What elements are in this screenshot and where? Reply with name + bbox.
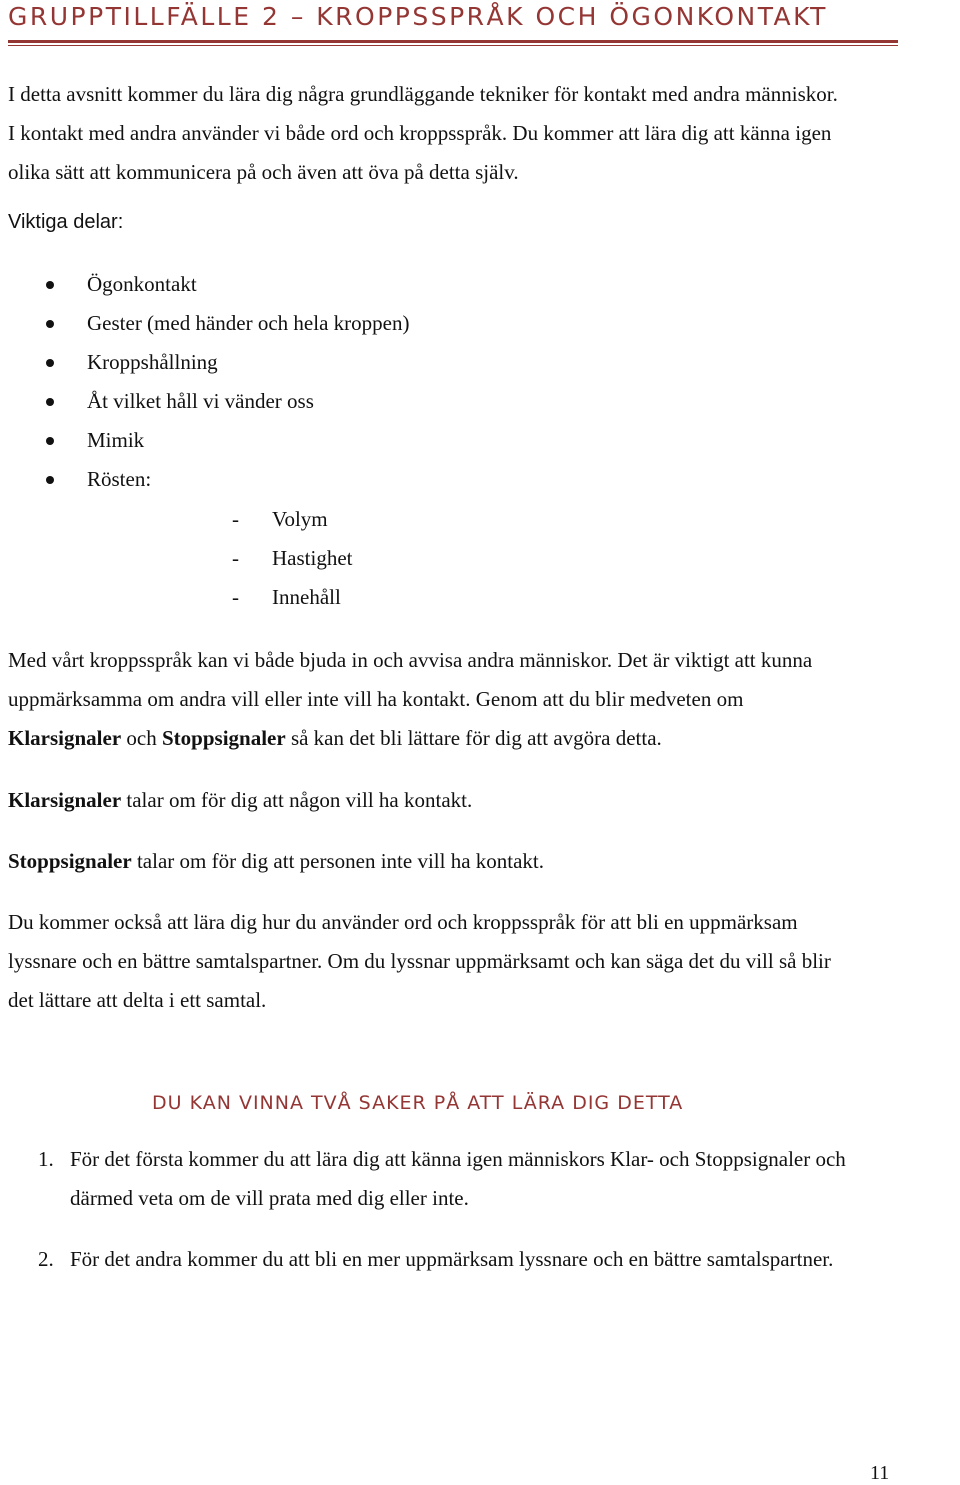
intro-line-1: I detta avsnitt kommer du lära dig några grundläggande tekniker för kontakt med andra människor. <box>8 82 838 106</box>
conjunction: och <box>121 726 162 750</box>
list-number: 1. <box>38 1147 54 1171</box>
list-number: 2. <box>38 1247 54 1271</box>
list-item-line: För det andra kommer du att bli en mer uppmärksam lyssnare och en bättre samtalspartner. <box>70 1247 834 1271</box>
para3-line-2: lyssnare och en bättre samtalspartner. Om du lyssnar uppmärksamt och kan säga det du vill så blir <box>8 949 831 973</box>
heading-rule-thin <box>8 45 898 46</box>
voice-item: Hastighet <box>272 546 353 570</box>
page-number: 11 <box>870 1462 890 1484</box>
dash-marker: - <box>232 507 239 531</box>
klarsignaler-term: Klarsignaler <box>8 726 122 750</box>
para2-line-3-rest: så kan det bli lättare för dig att avgöra detta. <box>285 726 662 750</box>
bullet-dot <box>46 359 54 367</box>
list-item-line: därmed veta om de vill prata med dig eller inte. <box>70 1186 469 1210</box>
stopp-definition <box>8 847 544 875</box>
list-item-line: För det första kommer du att lära dig att känna igen människors Klar- och Stoppsignaler och <box>70 1147 846 1171</box>
important-label: Viktiga delar: <box>8 211 124 233</box>
para2-line-2: uppmärksamma om andra vill eller inte vill ha kontakt. Genom att du blir medveten om <box>8 687 744 711</box>
dash-marker: - <box>232 546 239 570</box>
voice-item: Innehåll <box>272 585 341 609</box>
bullet-dot <box>46 281 54 289</box>
page-heading: GRUPPTILLFÄLLE 2 – KROPPSSPRÅK OCH ÖGONKONTAKT <box>8 2 828 31</box>
intro-line-3: olika sätt att kommunicera på och även att öva på detta själv. <box>8 160 519 184</box>
section-subheading: DU KAN VINNA TVÅ SAKER PÅ ATT LÄRA DIG DETTA <box>152 1092 684 1114</box>
klar-definition-text: talar om för dig att någon vill ha kontakt. <box>121 788 473 812</box>
para3-line-1: Du kommer också att lära dig hur du använder ord och kroppsspråk för att bli en uppmärksam <box>8 910 798 934</box>
bullet-dot <box>46 437 54 445</box>
stoppsignaler-term: Stoppsignaler <box>8 849 132 873</box>
stopp-definition-text: talar om för dig att personen inte vill ha kontakt. <box>131 849 545 873</box>
bullet-item: Gester (med händer och hela kroppen) <box>87 311 410 335</box>
dash-marker: - <box>232 585 239 609</box>
bullet-item: Kroppshållning <box>87 350 218 374</box>
bullet-dot <box>46 398 54 406</box>
bullet-item: Rösten: <box>87 467 152 491</box>
klarsignaler-term: Klarsignaler <box>8 788 122 812</box>
para2-line-3 <box>8 724 662 752</box>
bullet-item: Ögonkontakt <box>87 272 197 296</box>
bullet-dot <box>46 320 54 328</box>
intro-line-2: I kontakt med andra använder vi både ord och kroppsspråk. Du kommer att lära dig att känna igen <box>8 121 832 145</box>
bullet-item: Åt vilket håll vi vänder oss <box>87 389 314 413</box>
stoppsignaler-term: Stoppsignaler <box>161 726 286 750</box>
voice-item: Volym <box>272 507 328 531</box>
klar-definition <box>8 786 472 814</box>
para3-line-3: det lättare att delta i ett samtal. <box>8 988 267 1012</box>
para2-line-1: Med vårt kroppsspråk kan vi både bjuda in och avvisa andra människor. Det är viktigt att kunna <box>8 648 813 672</box>
bullet-dot <box>46 476 54 484</box>
bullet-item: Mimik <box>87 428 145 452</box>
heading-rule <box>8 40 898 43</box>
